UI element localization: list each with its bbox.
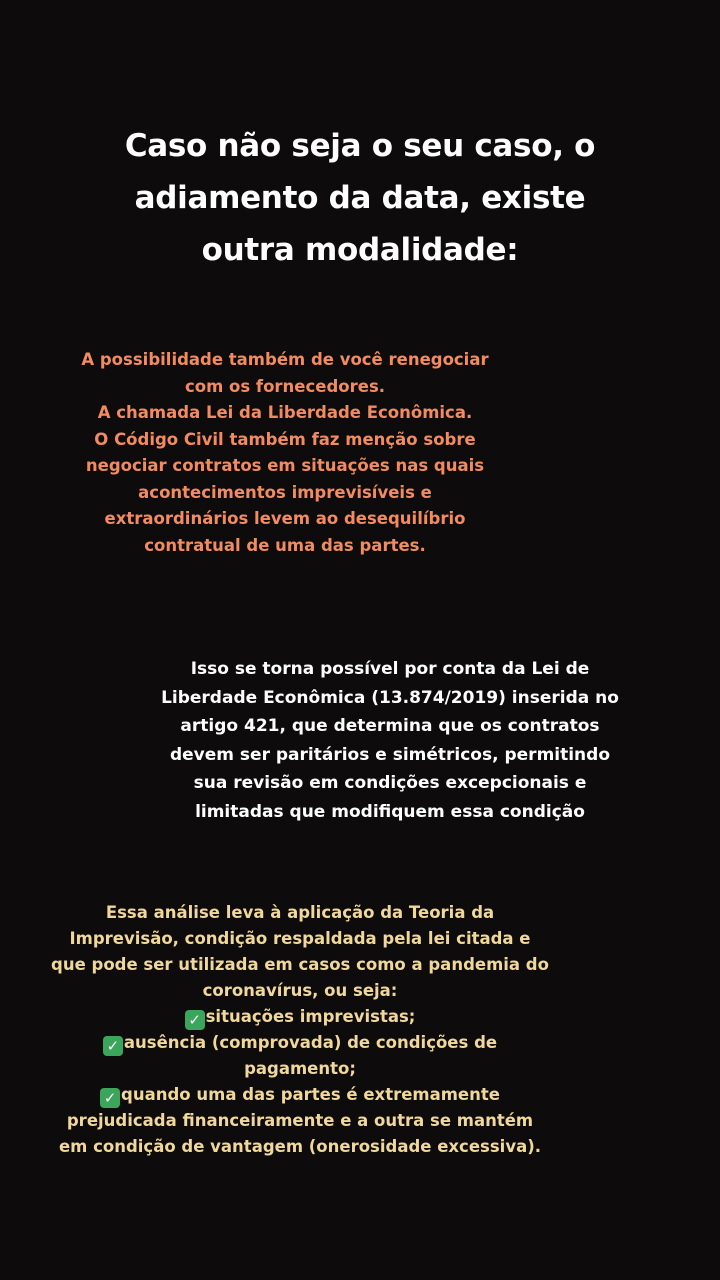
- title-line: adiamento da data, existe: [134, 180, 586, 216]
- paragraph-line: acontecimentos imprevisíveis e: [138, 482, 432, 502]
- paragraph-line: A chamada Lei da Liberdade Econômica.: [97, 403, 473, 422]
- paragraph-line: prejudicada financeiramente e a outra se mantém: [66, 1111, 534, 1130]
- check-mark-button-icon: ✓: [185, 1010, 205, 1030]
- paragraph-line: Isso se torna possível por conta da Lei de: [190, 659, 590, 679]
- title-line: Caso não seja o seu caso, o: [124, 128, 596, 164]
- paragraph-line: Liberdade Econômica (13.874/2019) inserida no: [161, 687, 619, 708]
- paragraph-line: sua revisão em condições excepcionais e: [193, 773, 587, 793]
- bullet-text: situações imprevistas;: [205, 1007, 416, 1026]
- paragraph-line: contratual de uma das partes.: [144, 535, 426, 555]
- paragraph-line: negociar contratos em situações nas quais: [85, 456, 485, 475]
- paragraph-line: Essa análise leva à aplicação da Teoria da: [105, 903, 495, 922]
- paragraph-line: extraordinários levem ao desequilíbrio: [104, 509, 466, 528]
- unforeseeability-theory-paragraph: [20, 900, 580, 1160]
- check-mark-button-icon: ✓: [100, 1088, 120, 1108]
- paragraph-line: pagamento;: [244, 1059, 356, 1078]
- paragraph-line: limitadas que modifiquem essa condição: [195, 801, 585, 822]
- paragraph-line: A possibilidade também de você renegociar: [81, 350, 489, 369]
- economic-freedom-law-paragraph: [120, 655, 660, 826]
- paragraph-line: com os fornecedores.: [184, 376, 386, 396]
- paragraph-line: devem ser paritários e simétricos, permitindo: [169, 744, 611, 765]
- bullet-line: [20, 1082, 580, 1108]
- bullet-text: quando uma das partes é extremamente: [121, 1085, 500, 1104]
- renegotiation-paragraph: [40, 347, 530, 559]
- check-mark-button-icon: ✓: [103, 1036, 123, 1056]
- paragraph-line: que pode ser utilizada em casos como a pandemia do: [51, 955, 549, 974]
- title-line: outra modalidade:: [201, 232, 519, 268]
- paragraph-line: em condição de vantagem (onerosidade excessiva).: [58, 1137, 542, 1156]
- paragraph-line: O Código Civil também faz menção sobre: [94, 429, 476, 449]
- paragraph-line: coronavírus, ou seja:: [202, 981, 398, 1000]
- bullet-text: ausência (comprovada) de condições de: [123, 1033, 498, 1052]
- paragraph-line: artigo 421, que determina que os contratos: [180, 716, 600, 736]
- paragraph-line: Imprevisão, condição respaldada pela lei citada e: [69, 929, 531, 948]
- bullet-line: [20, 1030, 580, 1056]
- bullet-line: [20, 1004, 580, 1030]
- story-title: [0, 120, 720, 276]
